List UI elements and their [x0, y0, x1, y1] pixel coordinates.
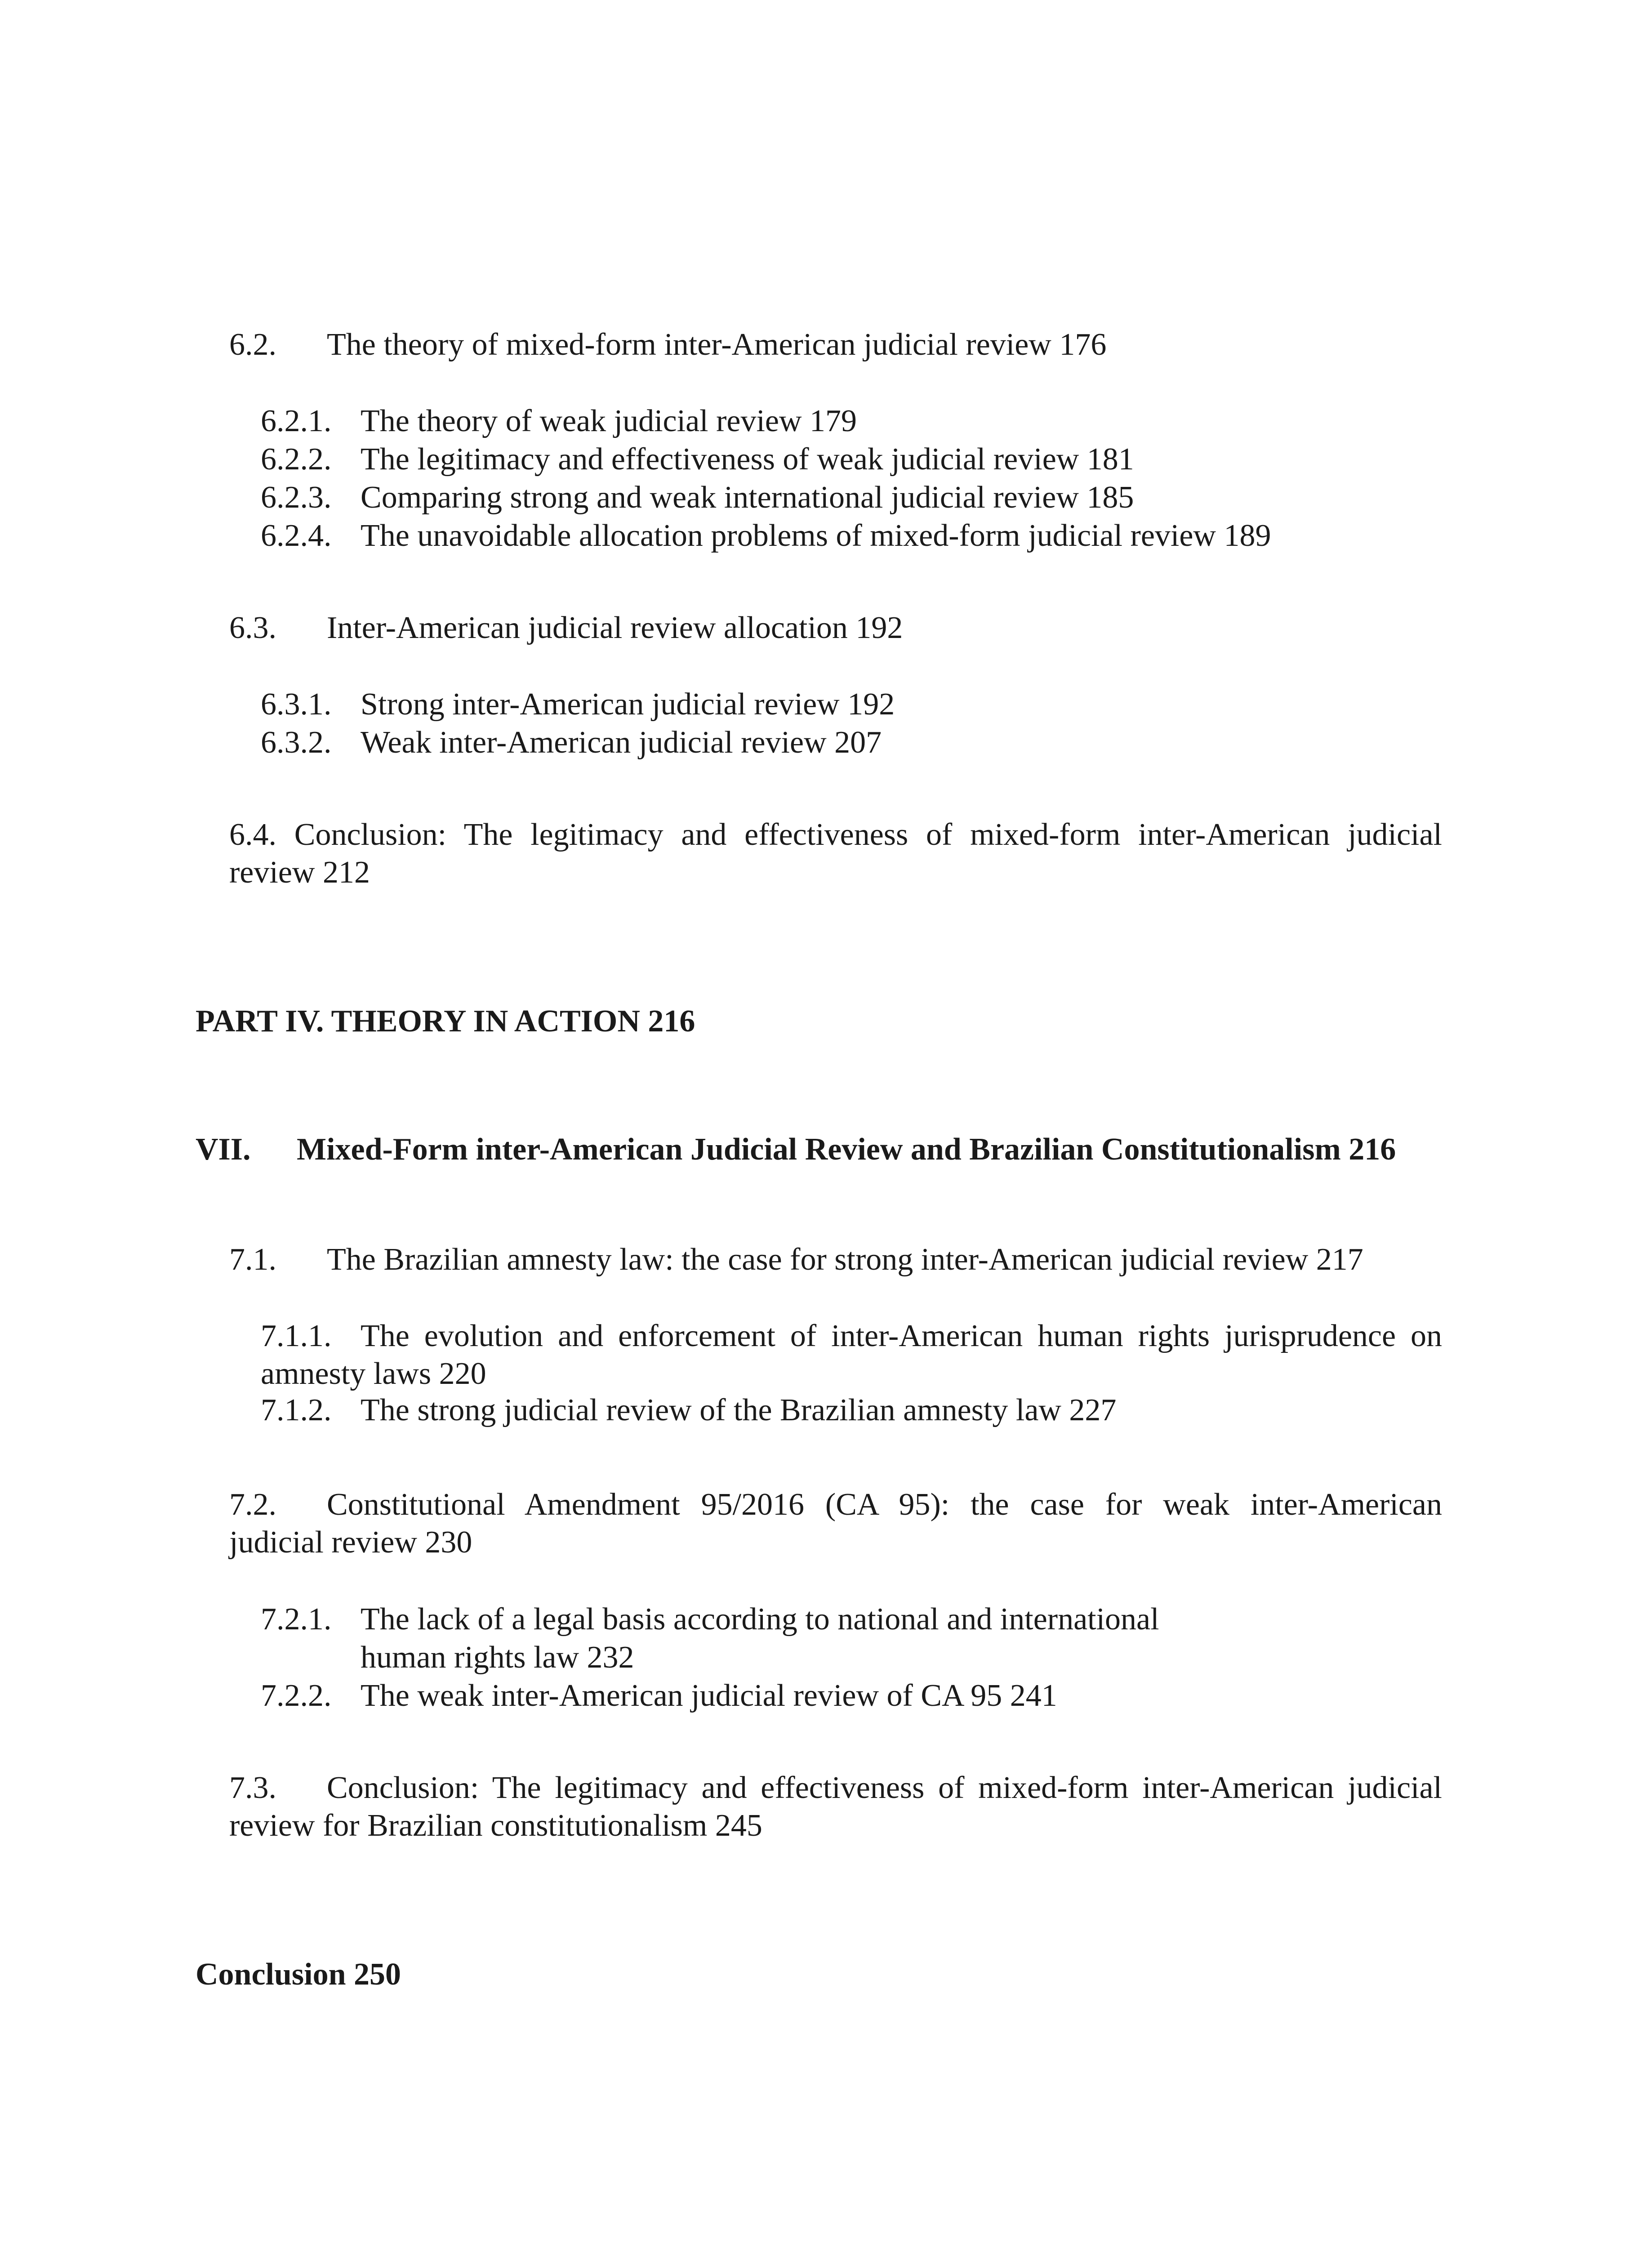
toc-entry-7-2-1: [261, 1601, 1159, 1638]
toc-entry-7-2-1-cont: [361, 1639, 634, 1677]
toc-entry-number: 7.1.1.: [261, 1319, 332, 1353]
toc-entry-number: 6.3.1.: [261, 687, 332, 722]
chapter-number: VII.: [196, 1132, 251, 1167]
toc-entry-line: judicial review 230: [229, 1525, 472, 1560]
toc-entry-7-1-1: [261, 1317, 1442, 1393]
toc-entry-number: 7.2.: [229, 1487, 276, 1522]
toc-entry-line: [229, 1486, 1442, 1524]
toc-entry-title: The legitimacy and effectiveness of weak judicial review 181: [361, 442, 1134, 477]
toc-entry-title: Comparing strong and weak international judicial review 185: [361, 480, 1134, 515]
toc-entry-title: The evolution and enforcement of inter-American human rights jurisprudence on: [361, 1319, 1442, 1353]
toc-entry-7-1-2: [261, 1392, 1116, 1429]
toc-entry-title: The strong judicial review of the Brazilian amnesty law 227: [361, 1393, 1117, 1427]
toc-entry-line: review for Brazilian constitutionalism 245: [229, 1808, 762, 1843]
toc-entry-6-3-2: [261, 724, 882, 762]
toc-entry-6-2-4: [261, 517, 1271, 555]
chapter-title: Mixed-Form inter-American Judicial Review and Brazilian Constitutionalism 216: [297, 1132, 1396, 1167]
toc-entry-number: 7.3.: [229, 1771, 276, 1805]
toc-entry-6-2: [229, 326, 1106, 364]
toc-entry-title: The theory of weak judicial review 179: [361, 404, 857, 438]
toc-entry-6-2-3: [261, 479, 1134, 517]
part-heading: [196, 1003, 695, 1040]
toc-entry-7-2: [229, 1486, 1442, 1561]
toc-entry-number: 7.2.1.: [261, 1602, 332, 1637]
toc-entry-line: [229, 1769, 1442, 1807]
toc-entry-number: 6.2.2.: [261, 442, 332, 477]
toc-entry-6-4: [229, 816, 1442, 892]
toc-entry-title: human rights law 232: [361, 1640, 634, 1675]
toc-entry-7-3: [229, 1769, 1442, 1845]
toc-entry-6-3: [229, 609, 903, 647]
toc-entry-line: review 212: [229, 855, 370, 890]
toc-entry-title: The weak inter-American judicial review of CA 95 241: [361, 1678, 1057, 1713]
toc-entry-number: 6.3.2.: [261, 725, 332, 760]
toc-entry-line: [261, 1317, 1442, 1355]
toc-entry-number: 7.1.2.: [261, 1393, 332, 1427]
toc-entry-number: 7.2.2.: [261, 1678, 332, 1713]
toc-entry-title: Conclusion: The legitimacy and effectiveness of mixed-form inter-American judicial: [327, 1771, 1442, 1805]
toc-entry-6-3-1: [261, 686, 895, 723]
toc-entry-7-1: [229, 1241, 1363, 1279]
toc-entry-title: Weak inter-American judicial review 207: [361, 725, 882, 760]
toc-entry-number: 6.2.1.: [261, 404, 332, 438]
toc-entry-7-2-2: [261, 1677, 1057, 1715]
part-title: PART IV. THEORY IN ACTION 216: [196, 1004, 695, 1039]
toc-entry-number: 6.2.4.: [261, 518, 332, 553]
toc-entry-title: Constitutional Amendment 95/2016 (CA 95): the case for weak inter-American: [327, 1487, 1442, 1522]
toc-entry-title: The unavoidable allocation problems of mixed-form judicial review 189: [361, 518, 1271, 553]
conclusion-title: Conclusion 250: [196, 1957, 401, 1992]
toc-entry-title: Inter-American judicial review allocation 192: [327, 611, 903, 645]
toc-entry-title: Strong inter-American judicial review 192: [361, 687, 895, 722]
toc-entry-line: amnesty laws 220: [261, 1356, 486, 1391]
toc-entry-title: The Brazilian amnesty law: the case for strong inter-American judicial review 217: [327, 1242, 1363, 1277]
toc-entry-number: 6.2.: [229, 327, 276, 362]
toc-entry-title: The theory of mixed-form inter-American judicial review 176: [327, 327, 1107, 362]
toc-entry-title: The lack of a legal basis according to national and international: [361, 1602, 1159, 1637]
toc-entry-6-2-1: [261, 402, 857, 440]
toc-entry-number: 6.2.3.: [261, 480, 332, 515]
conclusion-heading: [196, 1956, 401, 1994]
toc-entry-line: 6.4. Conclusion: The legitimacy and effectiveness of mixed-form inter-American judicial: [229, 817, 1442, 852]
toc-entry-number: 7.1.: [229, 1242, 276, 1277]
toc-entry-number: 6.3.: [229, 611, 276, 645]
chapter-heading: [196, 1131, 1396, 1169]
toc-entry-6-2-2: [261, 441, 1134, 478]
